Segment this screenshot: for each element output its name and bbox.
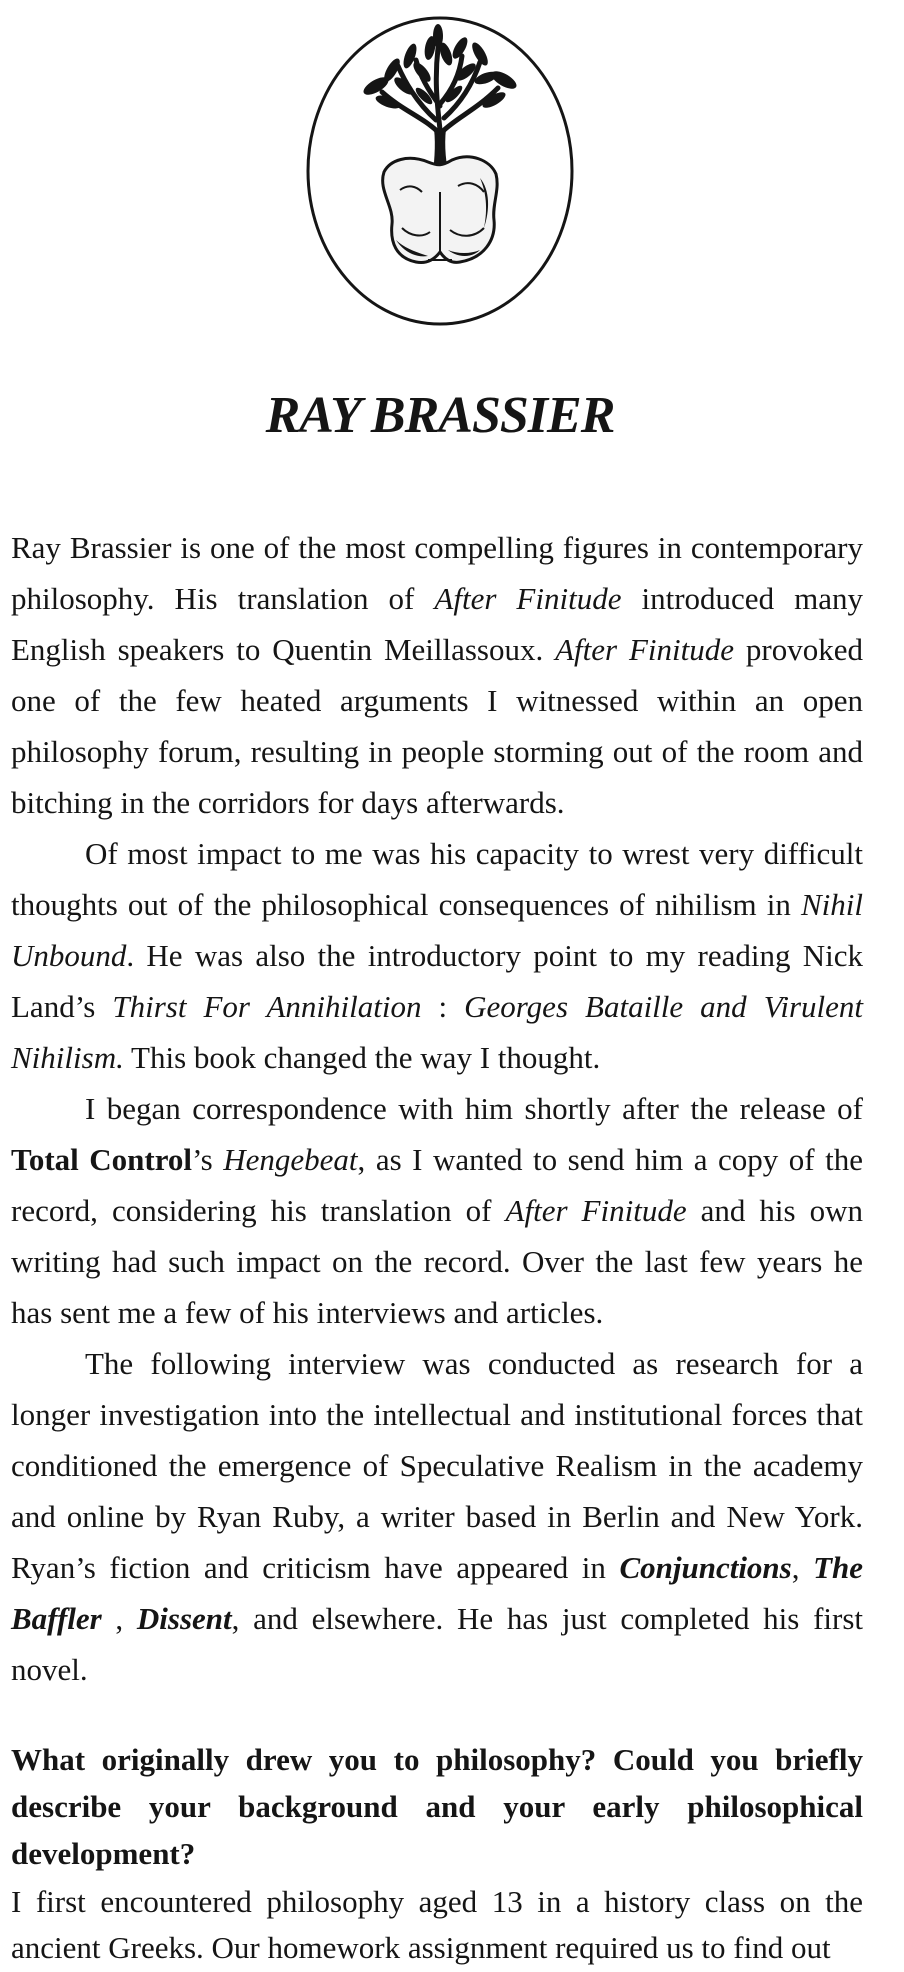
intro-section — [11, 522, 863, 1695]
potted-olive-tree-seal-icon — [304, 14, 576, 330]
text-run: , — [101, 1601, 137, 1636]
text-run: and his own writing had such impact on the record. Over the last few years he has sent me a few of his interviews and articles. — [11, 1193, 863, 1330]
publication-title: Conjunctions — [619, 1550, 792, 1585]
band-name: Total Control — [11, 1142, 193, 1177]
publication-title: Dissent — [136, 1601, 232, 1636]
publication-title: The Baffler — [11, 1550, 863, 1636]
text-run: ’s — [192, 1142, 224, 1177]
book-title: After Finitude — [505, 1193, 687, 1228]
book-title: Georges Bataille and Virulent Nihilism. — [11, 989, 863, 1075]
text-run: Ray Brassier is one of the most compelling figures in contemporary philosophy. His translation of — [11, 530, 863, 616]
text-run: introduced many English speakers to Quentin Meillassoux. — [11, 581, 863, 667]
intro-paragraph — [11, 828, 863, 1083]
text-run: , as I wanted to send him a copy of the record, considering his translation of — [11, 1142, 864, 1228]
text-run: , and elsewhere. He has just completed his first novel. — [11, 1601, 864, 1687]
book-title: Thirst For Annihilation — [112, 989, 422, 1024]
text-run: Of most impact to me was his capacity to wrest very difficult thoughts out of the philosophical consequences of nihilism in — [11, 836, 863, 922]
text-run: , — [791, 1550, 814, 1585]
album-title: Hengebeat — [223, 1142, 358, 1177]
text-run: The following interview was conducted as research for a longer investigation into the intellectual and institutional forces that conditioned the emergence of Speculative Realism in the academy and online by Ryan Ruby, a writer based in Berlin and New York. Ryan’s fiction and criticism have appeared in — [11, 1346, 863, 1585]
intro-paragraph — [11, 522, 863, 828]
intro-paragraph — [11, 1083, 863, 1338]
text-run: : — [421, 989, 465, 1024]
text-run: I began correspondence with him shortly after the release of — [85, 1091, 863, 1126]
book-title: After Finitude — [555, 632, 735, 667]
text-run: This book changed the way I thought. — [123, 1040, 601, 1075]
interview-question: What originally drew you to philosophy? Could you briefly describe your background and your early philosophical development? — [11, 1742, 863, 1871]
text-run: . He was also the introductory point to my reading Nick Land’s — [11, 938, 863, 1024]
book-title: Nihil Unbound — [11, 887, 863, 973]
interview-answer: I first encountered philosophy aged 13 in a history class on the ancient Greeks. Our homework assignment required us to find out — [11, 1884, 863, 1965]
intro-paragraph — [11, 1338, 863, 1695]
page-title: RAY BRASSIER — [265, 387, 615, 444]
text-run: provoked one of the few heated arguments I witnessed within an open philosophy forum, resulting in people storming out of the room and bitching in the corridors for days afterwards. — [11, 632, 863, 820]
interview-section — [11, 1736, 863, 1971]
book-title: After Finitude — [434, 581, 622, 616]
